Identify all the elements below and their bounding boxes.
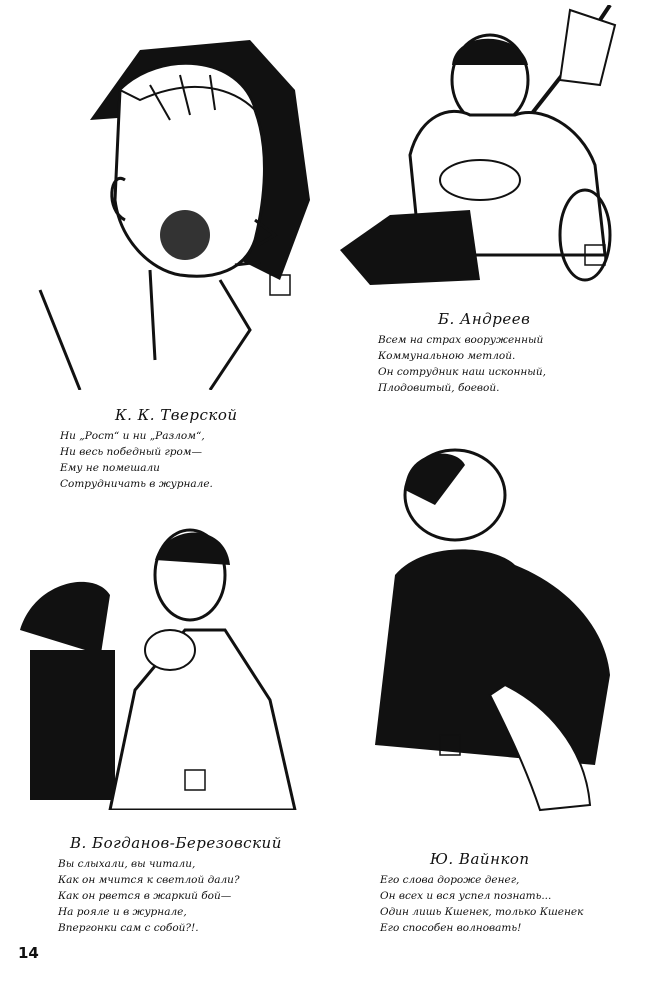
verse-line: Один лишь Кшенек, только Кшенек <box>380 906 584 918</box>
verse-line: Ни „Рост“ и ни „Разлом“, <box>60 430 205 442</box>
verse-line: Его способен волновать! <box>380 922 522 934</box>
verse-line: Он всех и вся успел познать... <box>380 890 552 902</box>
verse-line: Ни весь победный гром— <box>60 446 203 458</box>
verse-line: Он сотрудник наш исконный, <box>378 366 546 378</box>
verse-line: Его слова дороже денег, <box>380 874 520 886</box>
verse-line: Сотрудничать в журнале. <box>60 478 213 490</box>
name-bogdanov-berezovsky: В. Богданов-Березовский <box>70 834 282 852</box>
verse-line: Ему не помешали <box>60 462 160 474</box>
caption-andreev <box>378 310 546 396</box>
verse-vainkop <box>380 872 583 936</box>
caption-bogdanov-berezovsky <box>58 834 282 936</box>
caricature-tverskoy <box>20 30 320 390</box>
verse-line: Вы слыхали, вы читали, <box>58 858 196 870</box>
verse-line: Коммунальною метлой. <box>378 350 516 362</box>
verse-line: Плодовитый, боевой. <box>378 382 500 394</box>
verse-line: Впергонки сам с собой?!. <box>58 922 199 934</box>
page-number: 14 <box>18 944 39 962</box>
caricature-vainkop <box>365 445 625 815</box>
verse-andreev <box>378 332 546 396</box>
caricature-bogdanov-berezovsky <box>15 520 315 810</box>
verse-line: Всем на страх вооруженный <box>378 334 544 346</box>
caption-tverskoy <box>60 406 238 492</box>
name-tverskoy: К. К. Тверской <box>115 406 238 424</box>
verse-bogdanov-berezovsky <box>58 856 282 936</box>
verse-line: Как он мчится к светлой дали? <box>58 874 240 886</box>
verse-line: Как он рвется в жаркий бой— <box>58 890 232 902</box>
caricature-andreev <box>340 5 640 295</box>
name-andreev: Б. Андреев <box>438 310 531 328</box>
verse-tverskoy <box>60 428 238 492</box>
verse-line: На рояле и в журнале, <box>58 906 187 918</box>
caption-vainkop <box>380 850 583 936</box>
name-vainkop: Ю. Вайнкоп <box>430 850 530 868</box>
